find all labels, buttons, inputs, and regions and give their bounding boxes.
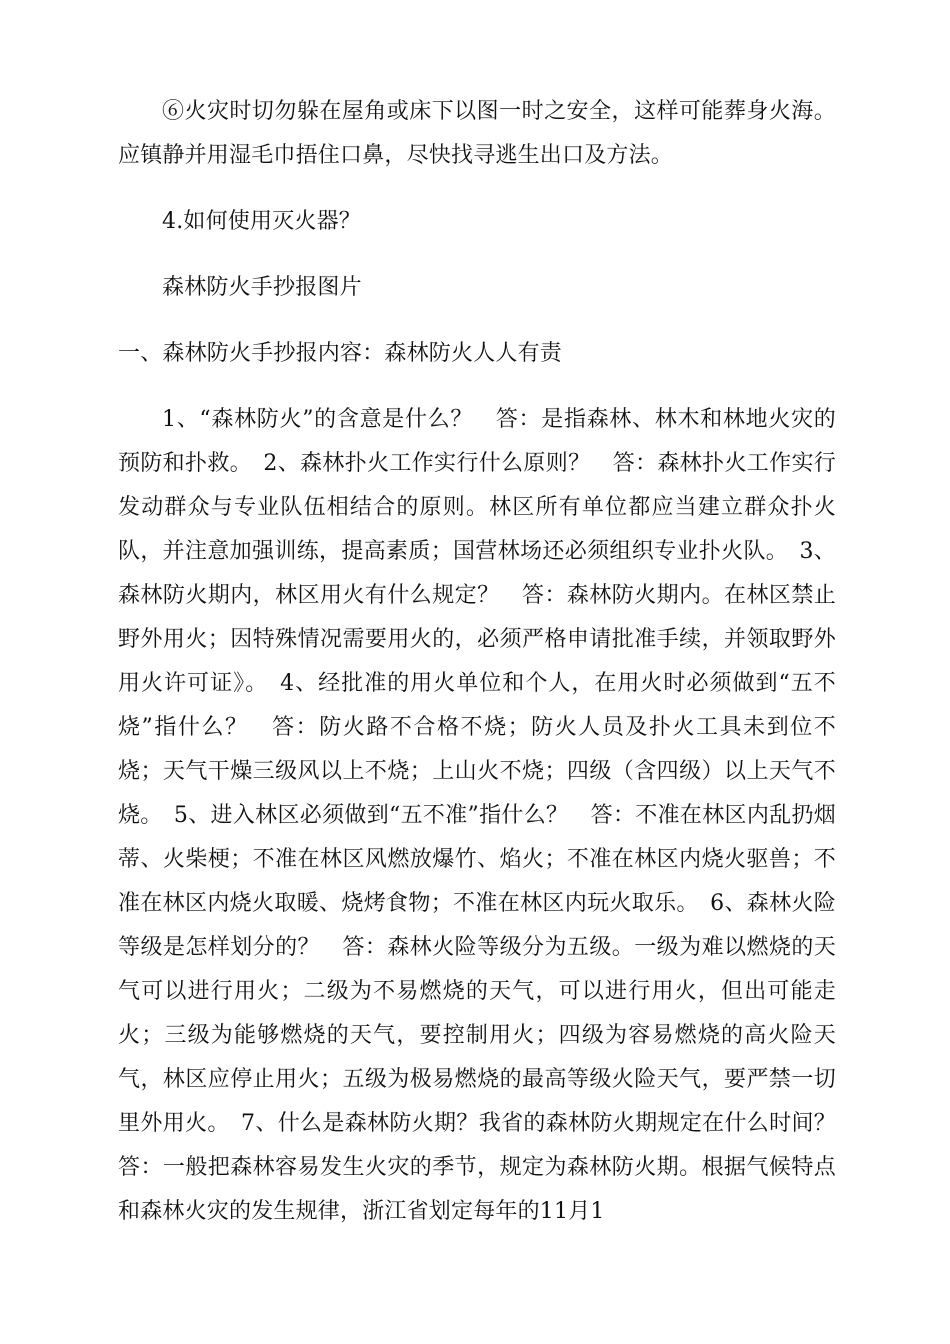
document-page — [118, 90, 859, 1234]
paragraph-fire-escape-tip: ⑥火灾时切勿躲在屋角或床下以图一时之安全，这样可能葬身火海。应镇静并用湿毛巾捂住口鼻，尽快找寻逃生出口及方法。 — [118, 99, 836, 168]
heading-poster-images: 森林防火手抄报图片 — [162, 275, 362, 300]
heading-extinguisher-question: 4.如何使用灭火器？ — [162, 209, 361, 234]
paragraph-forest-fire-qa: 1、“森林防火”的含意是什么？ 答：是指森林、林木和林地火灾的预防和扑救。 2、森林扑火工作实行什么原则？ 答：森林扑火工作实行发动群众与专业队伍相结合的原则。林区所有单位都应当建立群众扑火队，并注意加强训练，提高素质；国营林场还必须组织专业扑火队。 3、森林防火期内，林区用火有什么规定？ 答：森林防火期内。在林区禁止野外用火；因特殊情况需要用火的，必须严格申请批准手续，并领取野外用火许可证》。 4、经批准的用火单位和个人，在用火时必须做到“五不烧”指什么？ 答：防火路不合格不烧；防火人员及扑火工具未到位不烧；天气干燥三级风以上不烧；上山火不烧；四级（含四级）以上天气不烧。 5、进入林区必须做到“五不准”指什么？ 答：不准在林区内乱扔烟蒂、火柴梗；不准在林区风燃放爆竹、焰火；不准在林区内烧火驱兽；不准在林区内烧火取暖、烧烤食物；不准在林区内玩火取乐。 6、森林火险等级是怎样划分的？ 答：森林火险等级分为五级。一级为难以燃烧的天气可以进行用火；二级为不易燃烧的天气，可以进行用火，但出可能走火；三级为能够燃烧的天气，要控制用火；四级为容易燃烧的高火险天气，林区应停止用火；五级为极易燃烧的最高等级火险天气，要严禁一切里外用火。 7、什么是森林防火期？我省的森林防火期规定在什么时间？ 答：一般把森林容易发生火灾的季节，规定为森林防火期。根据气候特点和森林火灾的发生规律，浙江省划定每年的11月1 — [118, 407, 859, 1224]
section-heading-forest-fire-content: 一、森林防火手抄报内容：森林防火人人有责 — [118, 341, 563, 366]
